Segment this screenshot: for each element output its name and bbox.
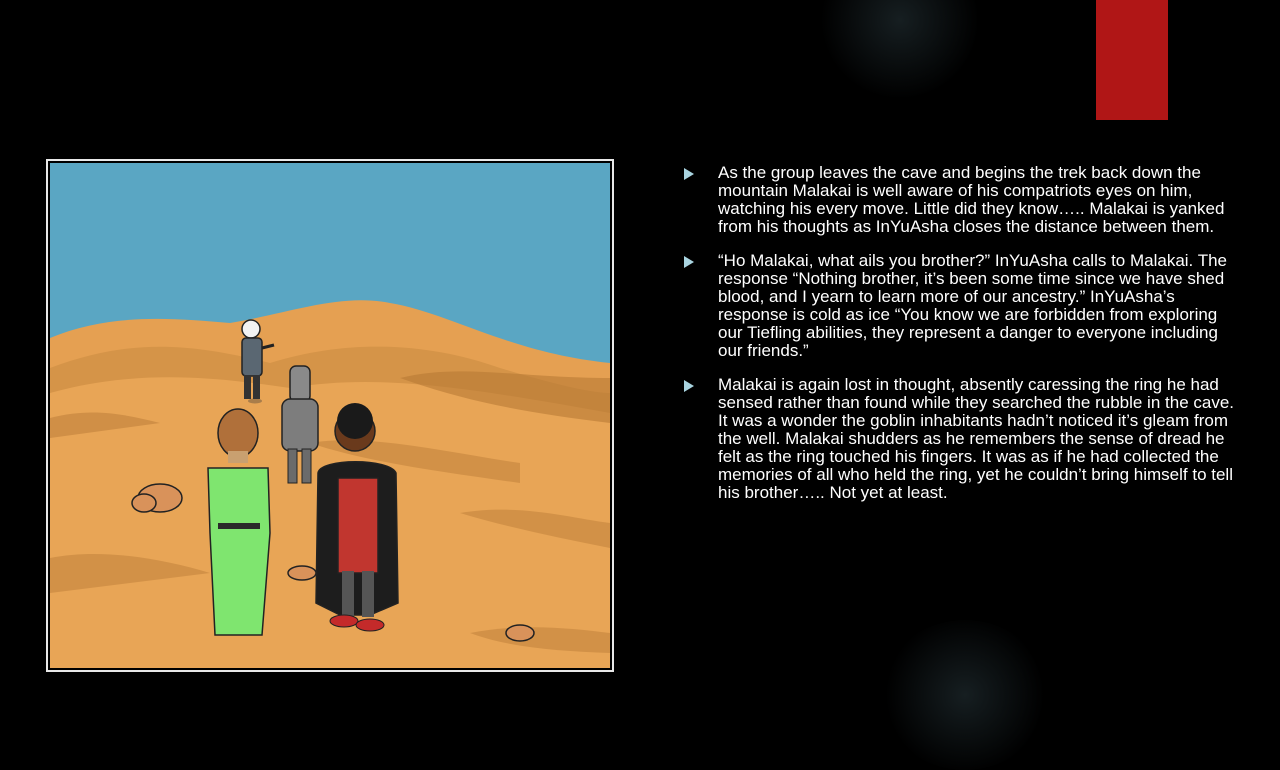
story-illustration[interactable] (46, 159, 614, 672)
background-glow-bottom (880, 620, 1050, 770)
bullet-text: Malakai is again lost in thought, absently caressing the ring he had sensed rather than found while they searched the rubble in the cave. It was a wonder the goblin inhabitants hadn’t noticed it’s gleam from the well. Malakai shudders as he remembers the sense of dread he felt as the ring touched his fingers. It was as if he had collected the memories of all who held the ring, yet he couldn’t bring himself to tell his brother….. Not yet at least. (718, 375, 1235, 502)
arrow-bullet-icon (682, 253, 696, 271)
small-rock (288, 566, 316, 580)
bullet-item (682, 252, 1242, 360)
small-rock (506, 625, 534, 641)
bullet-item (682, 164, 1242, 236)
bullet-text: “Ho Malakai, what ails you brother?” InYuAsha calls to Malakai. The response “Nothing brother, it’s been some time since we have shed blood, and I yearn to learn more of our ancestry.” InYuAsha’s response is cold as ice “You know we are forbidden from exploring our Tiefling abilities, they represent a danger to everyone including our friends.” (718, 251, 1227, 360)
background-glow-top (820, 0, 980, 100)
arrow-bullet-icon (682, 165, 696, 183)
bullet-text: As the group leaves the cave and begins the trek back down the mountain Malakai is well aware of his compatriots eyes on him, watching his every move. Little did they know….. Malakai is yanked from his thoughts as InYuAsha closes the distance between them. (718, 163, 1225, 236)
arrow-bullet-icon (682, 377, 696, 395)
desert-scene-illustration (50, 163, 610, 668)
bullet-item (682, 376, 1242, 502)
story-bullet-list (682, 164, 1242, 518)
red-accent-bar (1096, 0, 1168, 120)
